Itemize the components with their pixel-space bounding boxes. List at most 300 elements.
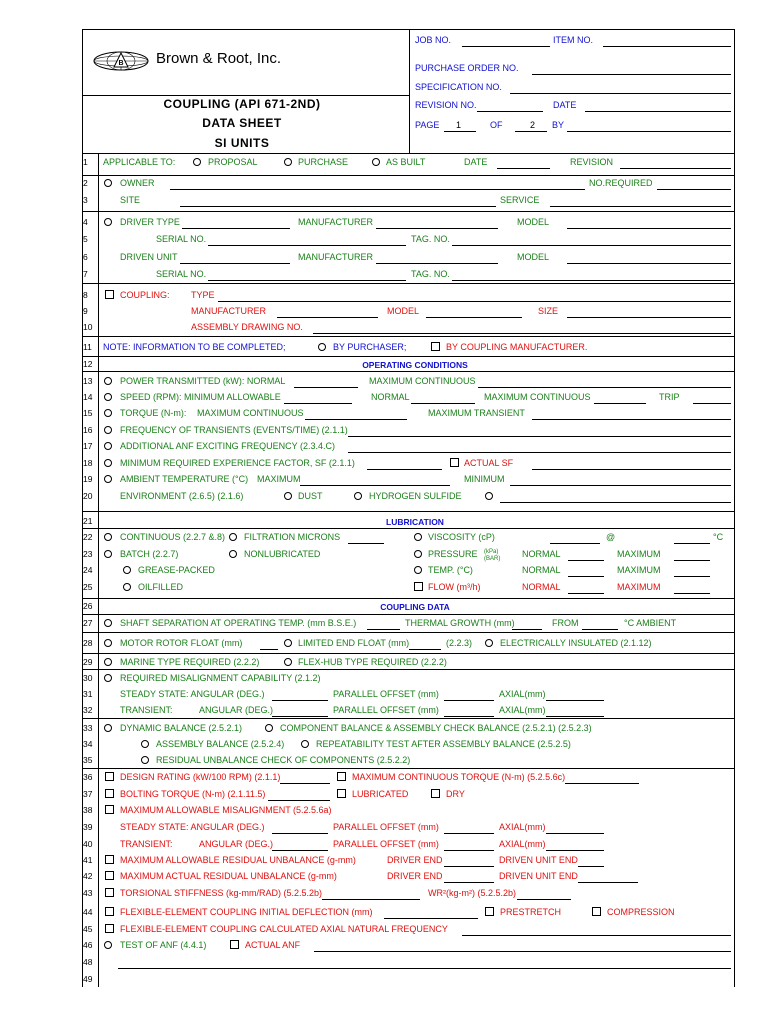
insulated-radio[interactable] bbox=[485, 639, 493, 647]
owner-field[interactable] bbox=[170, 189, 585, 190]
driver-type-label: DRIVER TYPE bbox=[120, 217, 180, 227]
applicable-label: APPLICABLE TO: bbox=[103, 157, 176, 167]
design-rating-checkbox[interactable] bbox=[105, 772, 114, 781]
company-logo bbox=[92, 50, 150, 72]
row-number: 29 bbox=[83, 657, 93, 667]
item-no-label: ITEM NO. bbox=[553, 35, 593, 45]
by-mfr-checkbox[interactable] bbox=[431, 342, 440, 351]
tag-field[interactable] bbox=[452, 280, 731, 281]
row-separator bbox=[82, 336, 734, 337]
dry-checkbox[interactable] bbox=[431, 789, 440, 798]
allow-unbalance-checkbox[interactable] bbox=[105, 855, 114, 864]
date-label: DATE bbox=[464, 157, 488, 167]
parallel-label: PARALLEL OFFSET (mm) bbox=[333, 839, 439, 849]
h2s-radio[interactable] bbox=[354, 492, 362, 500]
row-number: 16 bbox=[83, 425, 93, 435]
row-number: 22 bbox=[83, 532, 93, 542]
model-field[interactable] bbox=[426, 317, 522, 318]
maximum-label: MAXIMUM bbox=[257, 474, 301, 484]
freq-label: FREQUENCY OF TRANSIENTS (EVENTS/TIME) (2.1.1) bbox=[120, 425, 348, 435]
page-total: 2 bbox=[530, 120, 536, 130]
manufacturer-label: MANUFACTURER bbox=[298, 217, 374, 227]
no-required-field[interactable] bbox=[657, 189, 731, 190]
oil-radio[interactable] bbox=[123, 583, 131, 591]
row-number: 25 bbox=[83, 582, 93, 592]
flex-hub-label: FLEX-HUB TYPE REQUIRED (2.2.2) bbox=[298, 657, 447, 667]
row-number: 27 bbox=[83, 618, 93, 628]
angular-label: ANGULAR (DEG.) bbox=[199, 839, 274, 849]
job-no-field[interactable] bbox=[462, 46, 550, 47]
normal-label: NORMAL bbox=[522, 549, 561, 559]
po-no-label: PURCHASE ORDER NO. bbox=[415, 63, 519, 73]
dynamic-radio[interactable] bbox=[104, 724, 112, 732]
purchase-radio[interactable] bbox=[284, 158, 292, 166]
sf-radio[interactable] bbox=[104, 459, 112, 467]
row-number: 42 bbox=[83, 871, 93, 881]
shaft-label: SHAFT SEPARATION AT OPERATING TEMP. (mm B.S.E.) bbox=[120, 618, 357, 628]
limited-field[interactable] bbox=[409, 649, 441, 650]
oil-label: OILFILLED bbox=[138, 582, 184, 592]
date-field[interactable] bbox=[497, 168, 550, 169]
rotor-field[interactable] bbox=[260, 649, 278, 650]
flow-normal-field[interactable] bbox=[568, 593, 604, 594]
test-anf-radio[interactable] bbox=[104, 941, 112, 949]
sf-field[interactable] bbox=[367, 469, 442, 470]
max-torque-field[interactable] bbox=[565, 783, 639, 784]
type-field[interactable] bbox=[218, 301, 731, 302]
site-label: SITE bbox=[120, 195, 141, 205]
component-radio[interactable] bbox=[265, 724, 273, 732]
row-separator bbox=[82, 175, 734, 176]
residual-check-radio[interactable] bbox=[141, 756, 149, 764]
bolting-field[interactable] bbox=[268, 800, 330, 801]
header-divider bbox=[409, 29, 410, 153]
steady-label: STEADY STATE: ANGULAR (DEG.) bbox=[120, 822, 265, 832]
speed-min-field[interactable] bbox=[284, 403, 352, 404]
viscosity-temp-field[interactable] bbox=[674, 543, 710, 544]
maximum-label: MAXIMUM bbox=[617, 582, 661, 592]
lubricated-label: LUBRICATED bbox=[352, 789, 409, 799]
axial-label: AXIAL(mm) bbox=[499, 689, 546, 699]
row-number: 34 bbox=[83, 739, 93, 749]
revision-no-field[interactable] bbox=[477, 111, 543, 112]
row-number: 15 bbox=[83, 408, 93, 418]
row-number: 12 bbox=[83, 359, 93, 369]
tag-label: TAG. NO. bbox=[411, 234, 450, 244]
row-number: 4 bbox=[83, 217, 88, 227]
row-separator bbox=[82, 283, 734, 284]
actual-anf-field[interactable] bbox=[314, 951, 731, 952]
page-label: PAGE bbox=[415, 120, 440, 130]
row-separator bbox=[82, 614, 734, 615]
steady-axial-field[interactable] bbox=[546, 700, 604, 701]
normal-label: NORMAL bbox=[522, 565, 561, 575]
freq-radio[interactable] bbox=[104, 426, 112, 434]
max-cont-label: MAXIMUM CONTINUOUS bbox=[369, 376, 476, 386]
driver-end-field[interactable] bbox=[444, 882, 494, 883]
serial-field[interactable] bbox=[208, 245, 406, 246]
row-number: 32 bbox=[83, 705, 93, 715]
actual-anf-label: ACTUAL ANF bbox=[245, 940, 301, 950]
assembly-balance-label: ASSEMBLY BALANCE (2.5.2.4) bbox=[156, 739, 285, 749]
batch-label: BATCH (2.2.7) bbox=[120, 549, 179, 559]
torque-max-cont-field[interactable] bbox=[305, 419, 407, 420]
wr2-field[interactable] bbox=[517, 899, 571, 900]
torsional-field[interactable] bbox=[322, 899, 420, 900]
flow-checkbox[interactable] bbox=[414, 582, 423, 591]
anf-field[interactable] bbox=[348, 452, 731, 453]
row-separator bbox=[82, 511, 734, 512]
env-other-radio[interactable] bbox=[485, 492, 493, 500]
date-field[interactable] bbox=[585, 111, 731, 112]
deflection-field[interactable] bbox=[384, 918, 478, 919]
torque-radio[interactable] bbox=[104, 409, 112, 417]
row-number: 48 bbox=[83, 957, 93, 967]
row-separator bbox=[82, 669, 734, 670]
section-operating-conditions: OPERATING CONDITIONS bbox=[362, 360, 468, 370]
misalign-radio[interactable] bbox=[104, 674, 112, 682]
revision-no-label: REVISION NO. bbox=[415, 100, 477, 110]
service-label: SERVICE bbox=[500, 195, 540, 205]
freq-field[interactable] bbox=[348, 436, 731, 437]
steady-angular-field[interactable] bbox=[272, 700, 328, 701]
shaft-radio[interactable] bbox=[104, 619, 112, 627]
transient-axial-field[interactable] bbox=[546, 850, 604, 851]
speed-max-field[interactable] bbox=[594, 403, 646, 404]
row-separator bbox=[82, 598, 734, 599]
compression-checkbox[interactable] bbox=[592, 907, 601, 916]
temp-max-field[interactable] bbox=[674, 576, 710, 577]
section-lubrication: LUBRICATION bbox=[386, 517, 444, 527]
size-field[interactable] bbox=[567, 317, 731, 318]
bolting-label: BOLTING TORQUE (N-m) (2.1.11.5) bbox=[120, 789, 266, 799]
manufacturer-label: MANUFACTURER bbox=[298, 252, 374, 262]
max-trans-field[interactable] bbox=[532, 419, 731, 420]
note-label: NOTE: INFORMATION TO BE COMPLETED; bbox=[103, 342, 286, 352]
max-cont-field[interactable] bbox=[478, 387, 731, 388]
actual-sf-checkbox[interactable] bbox=[450, 458, 459, 467]
max-cont-label: MAXIMUM CONTINUOUS bbox=[484, 392, 591, 402]
lubricated-checkbox[interactable] bbox=[337, 789, 346, 798]
transient-angular-field[interactable] bbox=[272, 716, 328, 717]
manufacturer-field[interactable] bbox=[376, 263, 498, 264]
frame-top bbox=[82, 29, 734, 30]
manufacturer-field[interactable] bbox=[277, 317, 378, 318]
proposal-radio[interactable] bbox=[193, 158, 201, 166]
dust-radio[interactable] bbox=[284, 492, 292, 500]
serial-label: SERIAL NO. bbox=[156, 234, 207, 244]
blank-line-48[interactable] bbox=[118, 968, 731, 969]
pressure-radio[interactable] bbox=[414, 550, 422, 558]
ambient-min-field[interactable] bbox=[510, 485, 731, 486]
degc-label: °C bbox=[713, 532, 724, 542]
proposal-label: PROPOSAL bbox=[208, 157, 258, 167]
filtration-label: FILTRATION MICRONS bbox=[244, 532, 341, 542]
torque-label: TORQUE (N-m): bbox=[120, 408, 187, 418]
row-number: 20 bbox=[83, 491, 93, 501]
compression-label: COMPRESSION bbox=[607, 907, 675, 917]
by-field[interactable] bbox=[567, 131, 731, 132]
flex-hub-radio[interactable] bbox=[284, 658, 292, 666]
repeatability-label: REPEATABILITY TEST AFTER ASSEMBLY BALANCE (2.5.2.5) bbox=[316, 739, 571, 749]
filtration-field[interactable] bbox=[348, 543, 384, 544]
test-anf-label: TEST OF ANF (4.4.1) bbox=[120, 940, 207, 950]
row-number: 40 bbox=[83, 839, 93, 849]
max-cont-label: MAXIMUM CONTINUOUS bbox=[197, 408, 304, 418]
env-label: ENVIRONMENT (2.6.5) (2.1.6) bbox=[120, 491, 244, 501]
driven-end-field[interactable] bbox=[578, 866, 604, 867]
sf-label: MINIMUM REQUIRED EXPERIENCE FACTOR, SF (2.1.1) bbox=[120, 458, 355, 468]
max-torque-checkbox[interactable] bbox=[337, 772, 346, 781]
wr2-label: WR²(kg-m²) (5.2.5.2b) bbox=[428, 888, 517, 898]
normal-label: NORMAL bbox=[522, 582, 561, 592]
transient-label: TRANSIENT: bbox=[120, 705, 173, 715]
row-number: 2 bbox=[83, 178, 88, 188]
nonlub-radio[interactable] bbox=[229, 550, 237, 558]
row-number: 21 bbox=[83, 516, 93, 526]
model-label: MODEL bbox=[387, 306, 420, 316]
transient-parallel-field[interactable] bbox=[444, 716, 494, 717]
section-coupling-data: COUPLING DATA bbox=[380, 602, 450, 612]
owner-radio[interactable] bbox=[104, 179, 112, 187]
temp-radio[interactable] bbox=[414, 566, 422, 574]
svg-text:B: B bbox=[118, 60, 124, 67]
owner-label: OWNER bbox=[120, 178, 155, 188]
limited-radio[interactable] bbox=[284, 639, 292, 647]
pressure-label: PRESSURE bbox=[428, 549, 478, 559]
actual-anf-checkbox[interactable] bbox=[230, 940, 239, 949]
serial-label: SERIAL NO. bbox=[156, 269, 207, 279]
row-number: 28 bbox=[83, 638, 93, 648]
grease-label: GREASE-PACKED bbox=[138, 565, 215, 575]
row-number: 41 bbox=[83, 855, 93, 865]
as-built-label: AS BUILT bbox=[386, 157, 426, 167]
pressure-max-field[interactable] bbox=[674, 560, 710, 561]
row-number: 33 bbox=[83, 723, 93, 733]
design-rating-label: DESIGN RATING (kW/100 RPM) (2.1.1) bbox=[120, 772, 281, 782]
company-name: Brown & Root, Inc. bbox=[156, 50, 282, 67]
insulated-label: ELECTRICALLY INSULATED (2.1.12) bbox=[500, 638, 652, 648]
row-number: 8 bbox=[83, 290, 88, 300]
row-number: 14 bbox=[83, 392, 93, 402]
size-label: SIZE bbox=[538, 306, 559, 316]
parallel-label: PARALLEL OFFSET (mm) bbox=[333, 689, 439, 699]
transient-angular-field[interactable] bbox=[272, 850, 328, 851]
revision-label: REVISION bbox=[570, 157, 614, 167]
repeatability-radio[interactable] bbox=[301, 740, 309, 748]
power-normal-field[interactable] bbox=[294, 387, 358, 388]
spec-no-field[interactable] bbox=[510, 93, 731, 94]
row-number: 7 bbox=[83, 269, 88, 279]
row-number: 36 bbox=[83, 772, 93, 782]
actual-unbalance-checkbox[interactable] bbox=[105, 871, 114, 880]
steady-angular-field[interactable] bbox=[272, 833, 328, 834]
service-field[interactable] bbox=[550, 206, 731, 207]
model-label: MODEL bbox=[517, 217, 550, 227]
marine-radio[interactable] bbox=[104, 658, 112, 666]
batch-radio[interactable] bbox=[104, 550, 112, 558]
po-no-field[interactable] bbox=[532, 74, 731, 75]
angular-label: ANGULAR (DEG.) bbox=[199, 705, 274, 715]
shaft-field[interactable] bbox=[367, 629, 400, 630]
maximum-label: MAXIMUM bbox=[617, 549, 661, 559]
flow-label: FLOW (m³/h) bbox=[428, 582, 481, 592]
transient-parallel-field[interactable] bbox=[444, 850, 494, 851]
speed-radio[interactable] bbox=[104, 393, 112, 401]
as-built-radio[interactable] bbox=[372, 158, 380, 166]
max-misalign-label: MAXIMUM ALLOWABLE MISALIGNMENT (5.2.5.6a) bbox=[120, 805, 332, 815]
row-number: 35 bbox=[83, 755, 93, 765]
transient-axial-field[interactable] bbox=[546, 716, 604, 717]
power-radio[interactable] bbox=[104, 377, 112, 385]
steady-parallel-field[interactable] bbox=[444, 833, 494, 834]
row-separator bbox=[82, 718, 734, 719]
component-label: COMPONENT BALANCE & ASSEMBLY CHECK BALANCE (2.5.2.1) (2.5.2.3) bbox=[280, 723, 592, 733]
normal-label: NORMAL bbox=[371, 392, 410, 402]
natural-freq-field[interactable] bbox=[462, 935, 731, 936]
flow-max-field[interactable] bbox=[674, 593, 710, 594]
row-number: 26 bbox=[83, 601, 93, 611]
limited-label: LIMITED END FLOAT (mm) bbox=[298, 638, 410, 648]
driver-end-label: DRIVER END bbox=[387, 855, 443, 865]
by-purchaser-label: BY PURCHASER; bbox=[333, 342, 407, 352]
tag-field[interactable] bbox=[452, 245, 731, 246]
row-separator bbox=[82, 211, 734, 212]
row-separator bbox=[82, 768, 734, 769]
manufacturer-field[interactable] bbox=[376, 228, 498, 229]
parallel-label: PARALLEL OFFSET (mm) bbox=[333, 822, 439, 832]
viscosity-field[interactable] bbox=[550, 543, 600, 544]
item-no-field[interactable] bbox=[603, 46, 731, 47]
speed-label: SPEED (RPM): MINIMUM ALLOWABLE bbox=[120, 392, 281, 402]
serial-field[interactable] bbox=[208, 280, 406, 281]
rotor-radio[interactable] bbox=[104, 639, 112, 647]
header-bottom bbox=[82, 153, 734, 154]
driven-label: DRIVEN UNIT bbox=[120, 252, 178, 262]
prestretch-checkbox[interactable] bbox=[485, 907, 494, 916]
driver-end-label: DRIVER END bbox=[387, 871, 443, 881]
model-field[interactable] bbox=[567, 263, 731, 264]
dust-label: DUST bbox=[298, 491, 323, 501]
row-separator bbox=[82, 653, 734, 654]
site-field[interactable] bbox=[180, 206, 496, 207]
temp-normal-field[interactable] bbox=[568, 576, 604, 577]
row-number: 43 bbox=[83, 888, 93, 898]
from-field[interactable] bbox=[582, 629, 618, 630]
ambient-label: AMBIENT TEMPERATURE (°C) bbox=[120, 474, 249, 484]
row-number: 37 bbox=[83, 789, 93, 799]
row-number: 11 bbox=[83, 342, 92, 352]
driver-radio[interactable] bbox=[104, 218, 112, 226]
coupling-checkbox[interactable] bbox=[105, 290, 114, 299]
ambient-max-field[interactable] bbox=[300, 485, 450, 486]
at-label: @ bbox=[606, 532, 616, 542]
bolting-checkbox[interactable] bbox=[105, 789, 114, 798]
ambient-radio[interactable] bbox=[104, 475, 112, 483]
manufacturer-label: MANUFACTURER bbox=[191, 306, 267, 316]
viscosity-label: VISCOSITY (cP) bbox=[428, 532, 495, 542]
no-required-label: NO.REQUIRED bbox=[589, 178, 653, 188]
steady-axial-field[interactable] bbox=[546, 833, 604, 834]
driver-type-field[interactable] bbox=[182, 228, 290, 229]
title-line3: SI UNITS bbox=[214, 136, 270, 150]
thermal-field[interactable] bbox=[512, 629, 542, 630]
row-number: 19 bbox=[83, 474, 93, 484]
by-purchaser-radio[interactable] bbox=[318, 343, 326, 351]
by-mfr-label: BY COUPLING MANUFACTURER. bbox=[446, 342, 588, 352]
dry-label: DRY bbox=[446, 789, 465, 799]
viscosity-radio[interactable] bbox=[414, 533, 422, 541]
assembly-balance-radio[interactable] bbox=[141, 740, 149, 748]
parallel-label: PARALLEL OFFSET (mm) bbox=[333, 705, 439, 715]
actual-sf-label: ACTUAL SF bbox=[464, 458, 514, 468]
driven-end-label: DRIVEN UNIT END bbox=[499, 855, 578, 865]
row-separator bbox=[82, 371, 734, 372]
assembly-drawing-field[interactable] bbox=[313, 333, 731, 334]
natural-freq-checkbox[interactable] bbox=[105, 924, 114, 933]
driven-end-field[interactable] bbox=[578, 882, 638, 883]
axial-label: AXIAL(mm) bbox=[499, 839, 546, 849]
model-label: MODEL bbox=[517, 252, 550, 262]
residual-check-label: RESIDUAL UNBALANCE CHECK OF COMPONENTS (2.5.2.2) bbox=[156, 755, 411, 765]
driven-field[interactable] bbox=[180, 263, 290, 264]
dynamic-label: DYNAMIC BALANCE (2.5.2.1) bbox=[120, 723, 243, 733]
title-line2: DATA SHEET bbox=[202, 116, 282, 130]
pressure-normal-field[interactable] bbox=[568, 560, 604, 561]
row-number: 49 bbox=[83, 974, 93, 984]
tag-label: TAG. NO. bbox=[411, 269, 450, 279]
rotor-label: MOTOR ROTOR FLOAT (mm) bbox=[120, 638, 243, 648]
page-number-line bbox=[444, 131, 476, 132]
revision-field[interactable] bbox=[620, 168, 731, 169]
grease-radio[interactable] bbox=[123, 566, 131, 574]
ambient-label: °C AMBIENT bbox=[624, 618, 677, 628]
kpa-label: (kPa) bbox=[484, 549, 499, 555]
driver-end-field[interactable] bbox=[444, 866, 494, 867]
natural-freq-label: FLEXIBLE-ELEMENT COUPLING CALCULATED AXIAL NATURAL FREQUENCY bbox=[120, 924, 448, 934]
deflection-label: FLEXIBLE-ELEMENT COUPLING INITIAL DEFLECTION (mm) bbox=[120, 907, 373, 917]
row-number: 30 bbox=[83, 673, 93, 683]
actual-sf-field[interactable] bbox=[532, 469, 731, 470]
page-number: 1 bbox=[456, 120, 462, 130]
type-label: TYPE bbox=[191, 290, 215, 300]
row-number: 13 bbox=[83, 376, 93, 386]
row-separator bbox=[82, 632, 734, 633]
marine-label: MARINE TYPE REQUIRED (2.2.2) bbox=[120, 657, 260, 667]
max-misalign-checkbox[interactable] bbox=[105, 805, 114, 814]
continuous-label: CONTINUOUS (2.2.7 &.8) bbox=[120, 532, 226, 542]
trip-field[interactable] bbox=[693, 403, 731, 404]
model-field[interactable] bbox=[567, 228, 731, 229]
speed-normal-field[interactable] bbox=[411, 403, 475, 404]
minimum-label: MINIMUM bbox=[464, 474, 505, 484]
row-number: 24 bbox=[83, 565, 93, 575]
rownum-divider bbox=[98, 153, 99, 987]
continuous-radio[interactable] bbox=[104, 533, 112, 541]
deflection-checkbox[interactable] bbox=[105, 907, 114, 916]
filtration-radio[interactable] bbox=[229, 533, 237, 541]
row-number: 46 bbox=[83, 940, 93, 950]
axial-label: AXIAL(mm) bbox=[499, 705, 546, 715]
row-number: 1 bbox=[83, 157, 88, 167]
power-label: POWER TRANSMITTED (kW): NORMAL bbox=[120, 376, 286, 386]
steady-parallel-field[interactable] bbox=[444, 700, 494, 701]
row-number: 45 bbox=[83, 924, 93, 934]
design-rating-field[interactable] bbox=[280, 783, 330, 784]
env-other-field[interactable] bbox=[500, 502, 731, 503]
anf-radio[interactable] bbox=[104, 442, 112, 450]
torsional-checkbox[interactable] bbox=[105, 888, 114, 897]
